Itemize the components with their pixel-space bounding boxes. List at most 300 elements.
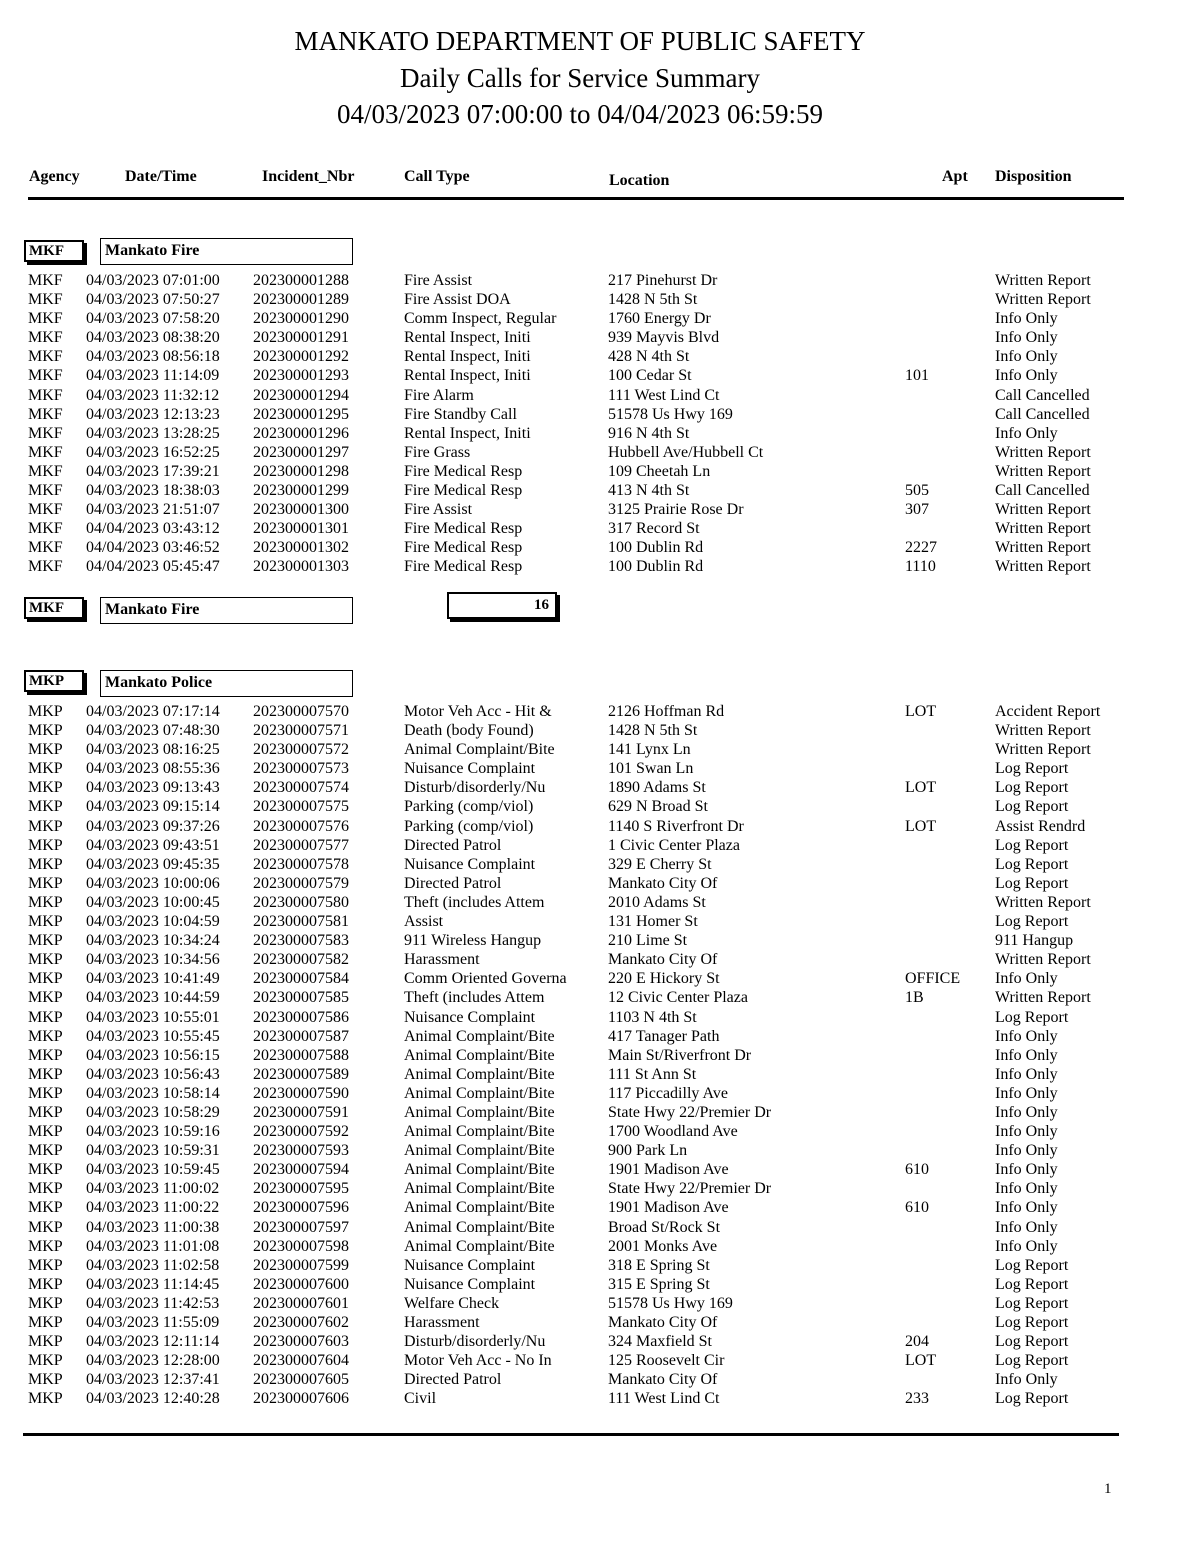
cell-incident-number: 202300001302 — [253, 539, 349, 557]
cell-location: 318 E Spring St — [608, 1256, 710, 1274]
cell-location: Mankato City Of — [608, 951, 718, 969]
cell-agency: MKP — [28, 1065, 63, 1083]
cell-datetime: 04/03/2023 10:56:43 — [86, 1065, 220, 1083]
cell-apt: 204 — [905, 1333, 929, 1351]
table-row — [0, 1141, 1200, 1160]
report-title: Daily Calls for Service Summary — [400, 63, 760, 93]
cell-disposition: Log Report — [995, 1352, 1069, 1370]
cell-location: 317 Record St — [608, 520, 700, 538]
cell-datetime: 04/03/2023 09:15:14 — [86, 798, 220, 816]
cell-location: 101 Swan Ln — [608, 760, 694, 778]
cell-disposition: Info Only — [995, 1027, 1058, 1045]
cell-datetime: 04/03/2023 11:00:38 — [86, 1218, 220, 1236]
cell-call-type: Directed Patrol — [404, 836, 502, 854]
cell-call-type: Harassment — [404, 1314, 480, 1331]
cell-call-type: Disturb/disorderly/Nu — [404, 1333, 546, 1351]
cell-datetime: 04/03/2023 10:58:14 — [86, 1084, 220, 1102]
cell-disposition: Log Report — [995, 1275, 1069, 1293]
table-row — [0, 481, 1200, 500]
column-header-apt: Apt — [942, 168, 968, 185]
cell-disposition: Written Report — [995, 558, 1091, 576]
cell-incident-number: 202300007570 — [253, 703, 349, 720]
cell-location: 1901 Madison Ave — [608, 1161, 729, 1179]
cell-disposition: Info Only — [995, 1180, 1058, 1198]
cell-agency: MKP — [28, 1161, 63, 1179]
cell-call-type: Motor Veh Acc - Hit & — [404, 703, 552, 720]
cell-call-type: Nuisance Complaint — [404, 1008, 536, 1026]
cell-disposition: Log Report — [995, 836, 1069, 854]
cell-call-type: Fire Standby Call — [404, 405, 517, 423]
cell-incident-number: 202300007582 — [253, 951, 349, 969]
cell-datetime: 04/03/2023 10:59:31 — [86, 1142, 220, 1160]
cell-location: 324 Maxfield St — [608, 1333, 712, 1351]
cell-disposition: Info Only — [995, 329, 1058, 347]
cell-call-type: Parking (comp/viol) — [404, 817, 534, 835]
cell-apt: LOT — [905, 1352, 937, 1370]
report-date-range: 04/03/2023 07:00:00 to 04/04/2023 06:59:59 — [336, 99, 823, 129]
cell-call-type: Civil — [404, 1390, 437, 1408]
cell-agency: MKF — [28, 348, 63, 366]
cell-disposition: Info Only — [995, 424, 1058, 442]
cell-incident-number: 202300007578 — [253, 855, 349, 873]
table-row — [0, 759, 1200, 778]
table-row — [0, 1198, 1200, 1217]
cell-location: 916 N 4th St — [608, 424, 690, 442]
cell-agency: MKP — [28, 1142, 63, 1160]
table-row — [0, 1160, 1200, 1179]
cell-agency: MKP — [28, 1314, 63, 1331]
cell-disposition: 911 Hangup — [995, 932, 1074, 950]
table-row — [0, 500, 1200, 519]
cell-call-type: Assist — [404, 913, 444, 931]
cell-agency: MKP — [28, 951, 63, 969]
cell-call-type: Parking (comp/viol) — [404, 798, 534, 816]
cell-disposition: Written Report — [995, 291, 1091, 309]
cell-call-type: Animal Complaint/Bite — [404, 1046, 555, 1064]
cell-agency: MKP — [28, 1199, 63, 1217]
cell-call-type: Nuisance Complaint — [404, 760, 536, 778]
cell-location: 100 Cedar St — [608, 367, 692, 385]
cell-apt: 101 — [905, 367, 929, 385]
cell-disposition: Info Only — [995, 1161, 1058, 1179]
table-row — [0, 557, 1200, 576]
cell-incident-number: 202300001289 — [253, 291, 349, 309]
cell-agency: MKP — [28, 722, 63, 740]
table-row — [0, 950, 1200, 969]
cell-call-type: Animal Complaint/Bite — [404, 1142, 555, 1160]
table-row — [0, 309, 1200, 328]
cell-apt: 505 — [905, 482, 929, 500]
cell-location: 217 Pinehurst Dr — [608, 272, 718, 289]
cell-incident-number: 202300007594 — [253, 1161, 349, 1179]
cell-location: 2010 Adams St — [608, 893, 706, 911]
cell-disposition: Log Report — [995, 1008, 1069, 1026]
report-org: MANKATO DEPARTMENT OF PUBLIC SAFETY — [294, 26, 866, 56]
cell-incident-number: 202300001299 — [253, 482, 349, 500]
cell-incident-number: 202300007604 — [253, 1352, 349, 1370]
column-header-location: Location — [609, 172, 670, 189]
cell-incident-number: 202300001290 — [253, 310, 349, 328]
cell-disposition: Log Report — [995, 1256, 1069, 1274]
table-row — [0, 1065, 1200, 1084]
cell-incident-number: 202300001293 — [253, 367, 349, 385]
cell-agency: MKF — [28, 386, 63, 404]
table-row — [0, 1294, 1200, 1313]
cell-call-type: Animal Complaint/Bite — [404, 1161, 555, 1179]
cell-datetime: 04/03/2023 07:01:00 — [86, 272, 220, 289]
cell-agency: MKF — [28, 424, 63, 442]
cell-incident-number: 202300007603 — [253, 1333, 349, 1351]
cell-call-type: Nuisance Complaint — [404, 1256, 536, 1274]
cell-incident-number: 202300007595 — [253, 1180, 349, 1198]
column-header-datetime: Date/Time — [125, 168, 197, 185]
table-row — [0, 1351, 1200, 1370]
table-row — [0, 290, 1200, 309]
cell-datetime: 04/03/2023 08:55:36 — [86, 760, 220, 778]
cell-agency: MKF — [28, 520, 63, 538]
cell-disposition: Written Report — [995, 989, 1091, 1007]
cell-location: State Hwy 22/Premier Dr — [608, 1180, 772, 1198]
cell-datetime: 04/03/2023 11:00:22 — [86, 1199, 220, 1217]
cell-disposition: Info Only — [995, 1142, 1058, 1160]
cell-call-type: Fire Grass — [404, 443, 471, 461]
cell-call-type: Animal Complaint/Bite — [404, 1027, 555, 1045]
cell-apt: 2227 — [905, 539, 937, 557]
cell-disposition: Log Report — [995, 760, 1069, 778]
cell-agency: MKP — [28, 1046, 63, 1064]
cell-disposition: Call Cancelled — [995, 482, 1090, 500]
cell-location: 131 Homer St — [608, 913, 698, 931]
cell-call-type: Rental Inspect, Initi — [404, 367, 531, 385]
cell-incident-number: 202300001288 — [253, 272, 349, 289]
table-row — [0, 988, 1200, 1007]
cell-agency: MKP — [28, 874, 63, 892]
cell-datetime: 04/03/2023 08:56:18 — [86, 348, 220, 366]
table-row — [0, 721, 1200, 740]
table-row — [0, 424, 1200, 443]
table-row — [0, 969, 1200, 988]
cell-datetime: 04/03/2023 10:00:06 — [86, 874, 220, 892]
cell-apt: 610 — [905, 1199, 929, 1217]
cell-agency: MKF — [28, 329, 63, 347]
cell-location: 111 St Ann St — [608, 1065, 697, 1083]
cell-disposition: Written Report — [995, 722, 1091, 740]
cell-datetime: 04/03/2023 09:43:51 — [86, 836, 220, 854]
table-row — [0, 1237, 1200, 1256]
cell-agency: MKP — [28, 913, 63, 931]
cell-location: 1103 N 4th St — [608, 1008, 697, 1026]
cell-agency: MKF — [28, 310, 63, 328]
cell-call-type: Fire Medical Resp — [404, 558, 523, 576]
cell-location: Mankato City Of — [608, 1314, 718, 1331]
cell-agency: MKP — [28, 760, 63, 778]
cell-incident-number: 202300001298 — [253, 462, 349, 480]
cell-agency: MKP — [28, 1103, 63, 1121]
table-row — [0, 271, 1200, 290]
table-row — [0, 1179, 1200, 1198]
cell-location: 12 Civic Center Plaza — [608, 989, 748, 1007]
cell-incident-number: 202300007590 — [253, 1084, 349, 1102]
fire-footer-code-box: MKF — [24, 597, 84, 619]
cell-incident-number: 202300007600 — [253, 1275, 349, 1293]
cell-datetime: 04/03/2023 12:28:00 — [86, 1352, 220, 1370]
cell-agency: MKP — [28, 1218, 63, 1236]
cell-call-type: Directed Patrol — [404, 1371, 502, 1389]
cell-location: 1890 Adams St — [608, 779, 706, 797]
cell-datetime: 04/03/2023 12:40:28 — [86, 1390, 220, 1408]
cell-incident-number: 202300007577 — [253, 836, 349, 854]
cell-datetime: 04/03/2023 11:42:53 — [86, 1294, 220, 1312]
cell-location: 51578 Us Hwy 169 — [608, 405, 733, 423]
cell-datetime: 04/03/2023 11:01:08 — [86, 1237, 220, 1255]
cell-incident-number: 202300001291 — [253, 329, 349, 347]
police-agency-name-box: Mankato Police — [100, 670, 353, 697]
cell-agency: MKP — [28, 1390, 63, 1408]
cell-agency: MKP — [28, 703, 63, 720]
table-row — [0, 1084, 1200, 1103]
cell-agency: MKP — [28, 1123, 63, 1141]
cell-incident-number: 202300001301 — [253, 520, 349, 538]
cell-agency: MKP — [28, 798, 63, 816]
cell-call-type: Fire Assist — [404, 272, 473, 289]
table-row — [0, 912, 1200, 931]
cell-disposition: Assist Rendrd — [995, 817, 1086, 835]
column-header-calltype: Call Type — [404, 168, 470, 185]
cell-location: 1700 Woodland Ave — [608, 1123, 738, 1141]
cell-datetime: 04/04/2023 03:46:52 — [86, 539, 220, 557]
cell-agency: MKF — [28, 501, 63, 519]
cell-agency: MKP — [28, 1294, 63, 1312]
cell-datetime: 04/03/2023 21:51:07 — [86, 501, 220, 519]
table-row — [0, 1275, 1200, 1294]
cell-disposition: Info Only — [995, 970, 1058, 988]
cell-location: 1 Civic Center Plaza — [608, 836, 740, 854]
cell-incident-number: 202300007580 — [253, 893, 349, 911]
cell-apt: LOT — [905, 817, 937, 835]
cell-call-type: Animal Complaint/Bite — [404, 1103, 555, 1121]
cell-apt: 307 — [905, 501, 929, 519]
cell-disposition: Info Only — [995, 1123, 1058, 1141]
cell-location: 1428 N 5th St — [608, 291, 698, 309]
cell-location: 315 E Spring St — [608, 1275, 710, 1293]
cell-datetime: 04/03/2023 10:56:15 — [86, 1046, 220, 1064]
cell-agency: MKP — [28, 1237, 63, 1255]
cell-location: 117 Piccadilly Ave — [608, 1084, 728, 1102]
cell-location: 111 West Lind Ct — [608, 386, 720, 404]
table-row — [0, 817, 1200, 836]
cell-disposition: Info Only — [995, 1371, 1058, 1389]
fire-agency-name-box: Mankato Fire — [100, 238, 353, 265]
cell-location: 109 Cheetah Ln — [608, 462, 711, 480]
cell-disposition: Log Report — [995, 1314, 1069, 1331]
table-row — [0, 1256, 1200, 1275]
table-row — [0, 1313, 1200, 1332]
column-header-agency: Agency — [29, 168, 80, 185]
cell-call-type: Harassment — [404, 951, 480, 969]
cell-agency: MKP — [28, 741, 63, 759]
cell-datetime: 04/03/2023 10:41:49 — [86, 970, 220, 988]
cell-agency: MKP — [28, 932, 63, 950]
cell-disposition: Written Report — [995, 893, 1091, 911]
cell-incident-number: 202300007593 — [253, 1142, 349, 1160]
cell-location: 100 Dublin Rd — [608, 558, 704, 576]
cell-incident-number: 202300007585 — [253, 989, 349, 1007]
cell-disposition: Info Only — [995, 1046, 1058, 1064]
cell-disposition: Written Report — [995, 443, 1091, 461]
cell-datetime: 04/03/2023 10:58:29 — [86, 1103, 220, 1121]
cell-apt: 233 — [905, 1390, 929, 1408]
cell-incident-number: 202300007583 — [253, 932, 349, 950]
cell-disposition: Info Only — [995, 1084, 1058, 1102]
cell-datetime: 04/03/2023 10:55:01 — [86, 1008, 220, 1026]
cell-location: 1140 S Riverfront Dr — [608, 817, 744, 835]
cell-disposition: Log Report — [995, 855, 1069, 873]
cell-call-type: Fire Medical Resp — [404, 482, 523, 500]
cell-incident-number: 202300007606 — [253, 1390, 349, 1408]
cell-location: 3125 Prairie Rose Dr — [608, 501, 744, 519]
cell-disposition: Info Only — [995, 310, 1058, 328]
table-row — [0, 893, 1200, 912]
table-row — [0, 931, 1200, 950]
cell-agency: MKP — [28, 1333, 63, 1351]
cell-agency: MKF — [28, 291, 63, 309]
table-row — [0, 366, 1200, 385]
bottom-rule — [23, 1433, 1119, 1436]
cell-agency: MKF — [28, 367, 63, 385]
cell-location: Mankato City Of — [608, 874, 718, 892]
cell-agency: MKF — [28, 558, 63, 576]
table-row — [0, 328, 1200, 347]
cell-datetime: 04/03/2023 11:14:45 — [86, 1275, 220, 1293]
table-row — [0, 405, 1200, 424]
fire-call-list — [0, 271, 1200, 577]
cell-call-type: Rental Inspect, Initi — [404, 329, 531, 347]
cell-datetime: 04/03/2023 11:32:12 — [86, 386, 220, 404]
cell-incident-number: 202300007575 — [253, 798, 349, 816]
table-row — [0, 1046, 1200, 1065]
cell-disposition: Info Only — [995, 1237, 1058, 1255]
cell-incident-number: 202300007589 — [253, 1065, 349, 1083]
page-number: 1 — [1104, 1481, 1112, 1497]
cell-call-type: Fire Alarm — [404, 386, 474, 404]
cell-disposition: Info Only — [995, 1103, 1058, 1121]
cell-datetime: 04/03/2023 07:48:30 — [86, 722, 220, 740]
cell-apt: 1B — [905, 989, 924, 1007]
cell-disposition: Info Only — [995, 348, 1058, 366]
cell-incident-number: 202300007588 — [253, 1046, 349, 1064]
cell-agency: MKP — [28, 970, 63, 988]
cell-location: 629 N Broad St — [608, 798, 708, 816]
cell-incident-number: 202300007591 — [253, 1103, 349, 1121]
cell-datetime: 04/03/2023 10:59:45 — [86, 1161, 220, 1179]
table-row — [0, 1332, 1200, 1351]
cell-apt: LOT — [905, 703, 937, 720]
cell-incident-number: 202300007605 — [253, 1371, 349, 1389]
cell-incident-number: 202300007602 — [253, 1314, 349, 1331]
cell-location: Mankato City Of — [608, 1371, 718, 1389]
cell-call-type: Comm Inspect, Regular — [404, 310, 557, 328]
cell-location: 900 Park Ln — [608, 1142, 688, 1160]
cell-location: 413 N 4th St — [608, 482, 690, 500]
cell-datetime: 04/03/2023 10:34:56 — [86, 951, 220, 969]
cell-call-type: Welfare Check — [404, 1294, 500, 1312]
cell-location: Broad St/Rock St — [608, 1218, 721, 1236]
cell-datetime: 04/03/2023 10:59:16 — [86, 1123, 220, 1141]
cell-agency: MKP — [28, 836, 63, 854]
cell-apt: LOT — [905, 779, 937, 797]
cell-location: 2126 Hoffman Rd — [608, 703, 725, 720]
table-row — [0, 874, 1200, 893]
cell-datetime: 04/03/2023 08:16:25 — [86, 741, 220, 759]
cell-call-type: Nuisance Complaint — [404, 1275, 536, 1293]
cell-call-type: Animal Complaint/Bite — [404, 1065, 555, 1083]
table-row — [0, 778, 1200, 797]
column-header-incident: Incident_Nbr — [262, 168, 355, 185]
cell-location: 125 Roosevelt Cir — [608, 1352, 725, 1370]
table-row — [0, 797, 1200, 816]
table-row — [0, 1218, 1200, 1237]
cell-datetime: 04/03/2023 10:34:24 — [86, 932, 220, 950]
cell-incident-number: 202300001296 — [253, 424, 349, 442]
cell-disposition: Call Cancelled — [995, 386, 1090, 404]
cell-call-type: Animal Complaint/Bite — [404, 1180, 555, 1198]
cell-call-type: Fire Medical Resp — [404, 539, 523, 557]
cell-incident-number: 202300007592 — [253, 1123, 349, 1141]
cell-location: 141 Lynx Ln — [608, 741, 691, 759]
fire-footer-name-box: Mankato Fire — [100, 597, 353, 624]
cell-incident-number: 202300007599 — [253, 1256, 349, 1274]
cell-disposition: Log Report — [995, 798, 1069, 816]
cell-disposition: Written Report — [995, 462, 1091, 480]
cell-call-type: Animal Complaint/Bite — [404, 1218, 555, 1236]
cell-incident-number: 202300001292 — [253, 348, 349, 366]
cell-incident-number: 202300007584 — [253, 970, 349, 988]
cell-call-type: Death (body Found) — [404, 722, 534, 740]
cell-disposition: Log Report — [995, 913, 1069, 931]
cell-location: 210 Lime St — [608, 932, 688, 950]
cell-agency: MKP — [28, 855, 63, 873]
table-row — [0, 519, 1200, 538]
cell-incident-number: 202300001295 — [253, 405, 349, 423]
cell-call-type: Animal Complaint/Bite — [404, 1199, 555, 1217]
cell-location: 428 N 4th St — [608, 348, 690, 366]
cell-call-type: Theft (includes Attem — [404, 989, 545, 1007]
cell-datetime: 04/03/2023 10:00:45 — [86, 893, 220, 911]
cell-location: Main St/Riverfront Dr — [608, 1046, 752, 1064]
cell-incident-number: 202300001297 — [253, 443, 349, 461]
cell-disposition: Log Report — [995, 1333, 1069, 1351]
table-row — [0, 1027, 1200, 1046]
table-row — [0, 347, 1200, 366]
header-rule — [28, 197, 1124, 200]
cell-location: 1760 Energy Dr — [608, 310, 711, 328]
table-row — [0, 443, 1200, 462]
cell-datetime: 04/03/2023 17:39:21 — [86, 462, 220, 480]
cell-incident-number: 202300007597 — [253, 1218, 349, 1236]
cell-disposition: Log Report — [995, 1390, 1069, 1408]
table-row — [0, 1370, 1200, 1389]
cell-call-type: Rental Inspect, Initi — [404, 348, 531, 366]
cell-location: 329 E Cherry St — [608, 855, 712, 873]
table-row — [0, 386, 1200, 405]
cell-agency: MKF — [28, 539, 63, 557]
table-row — [0, 1008, 1200, 1027]
cell-agency: MKF — [28, 443, 63, 461]
cell-agency: MKF — [28, 482, 63, 500]
cell-incident-number: 202300007601 — [253, 1294, 349, 1312]
cell-incident-number: 202300007573 — [253, 760, 349, 778]
cell-datetime: 04/03/2023 13:28:25 — [86, 424, 220, 442]
